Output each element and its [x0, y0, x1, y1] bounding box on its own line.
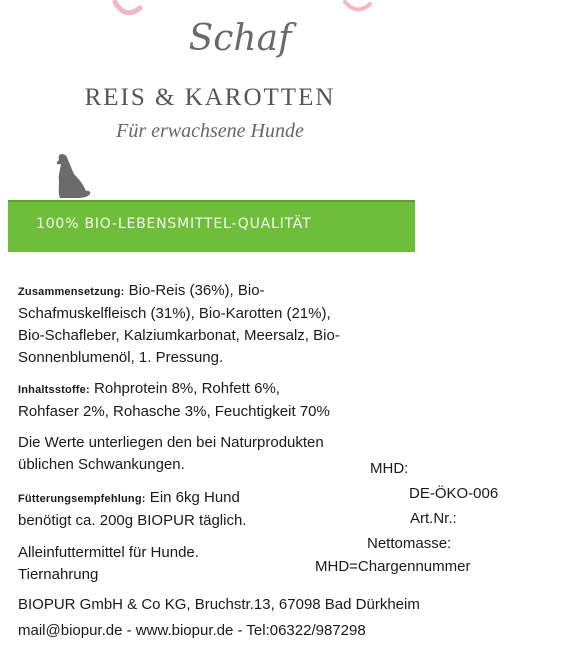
art-nr-label: Art.Nr.: [410, 510, 457, 527]
composition-block [18, 280, 340, 369]
batch-label: MHD=Chargennummer [315, 558, 471, 575]
ingredients-line-2: Rohfaser 2%, Rohasche 3%, Feuchtigkeit 70% [18, 403, 330, 420]
company-block [18, 594, 420, 642]
composition-line-4: Sonnenblumenöl, 1. Pressung. [18, 349, 224, 366]
ingredients-label: Inhaltsstoffe: [18, 384, 90, 396]
note-line-1: Die Werte unterliegen den bei Naturprodukten [18, 434, 324, 451]
type-line-2: Tiernahrung [18, 566, 99, 583]
composition-label: Zusammensetzung: [18, 286, 125, 298]
type-block [18, 542, 199, 586]
product-name: Schaf [188, 18, 292, 59]
feeding-block [18, 487, 246, 532]
company-address: BIOPUR GmbH & Co KG, Bruchstr.13, 67098 Bad Dürkheim [18, 596, 420, 613]
eco-code: DE-ÖKO-006 [409, 485, 499, 502]
net-mass-label: Nettomasse: [367, 535, 452, 552]
sitting-dog-icon [50, 152, 96, 200]
mhd-label: MHD: [370, 460, 409, 477]
target-audience: Für erwachsene Hunde [116, 120, 304, 142]
composition-line-3: Bio-Schafleber, Kalziumkarbonat, Meersalz, Bio- [18, 327, 340, 344]
feeding-line-1: Fütterungsempfehlung: Ein 6kg Hund [18, 489, 240, 506]
feeding-label: Fütterungsempfehlung: [18, 493, 146, 505]
note-block [18, 432, 324, 476]
product-subtitle: REIS & KAROTTEN [84, 84, 336, 111]
type-line-1: Alleinfuttermittel für Hunde. [18, 544, 199, 561]
composition-line-2: Schafmuskelfleisch (31%), Bio-Karotten (21%), [18, 305, 331, 322]
note-line-2: üblichen Schwankungen. [18, 456, 185, 473]
ingredients-line-1: Inhaltsstoffe: Rohprotein 8%, Rohfett 6%, [18, 380, 280, 397]
feeding-line-2: benötigt ca. 200g BIOPUR täglich. [18, 512, 247, 529]
composition-line-1: Zusammensetzung: Bio-Reis (36%), Bio- [18, 282, 265, 299]
quality-banner [8, 200, 415, 252]
ingredients-block [18, 378, 330, 423]
company-contact: mail@biopur.de - www.biopur.de - Tel:06322/987298 [18, 622, 366, 639]
banner-text: 100% BIO-LEBENSMITTEL-QUALITÄT [36, 216, 312, 232]
